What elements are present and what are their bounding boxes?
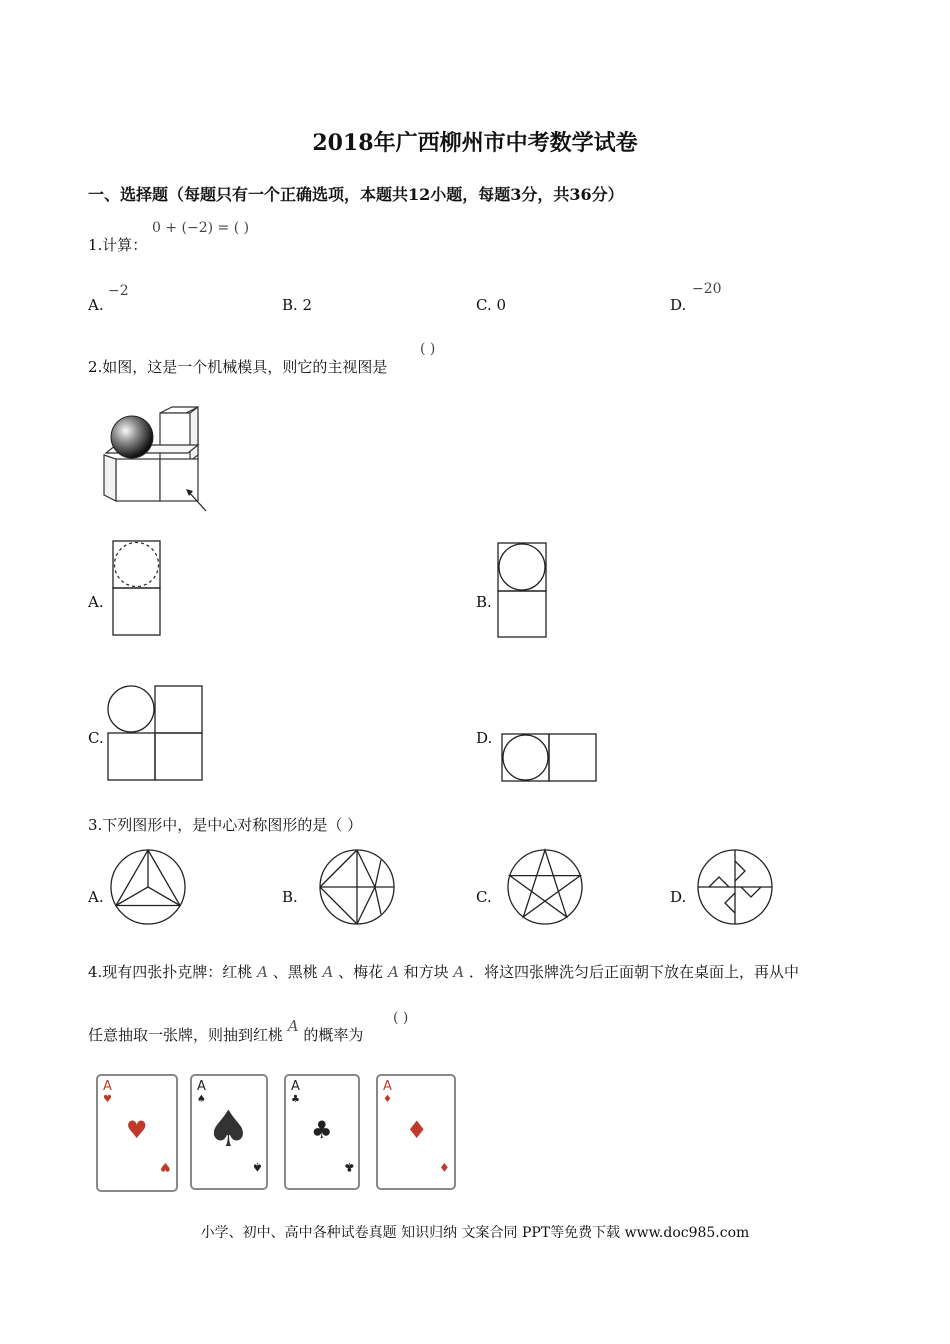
q2-option-c-label: C. <box>88 729 104 747</box>
q1-option-b: B. 2 <box>282 296 313 314</box>
q4-line1-d: 和方块 <box>403 963 449 981</box>
q2-option-b-figure <box>497 542 549 640</box>
diamond-small-icon: ♦ <box>383 1094 392 1105</box>
q3-option-c-figure <box>507 849 585 927</box>
spade-corner-icon: ♠ <box>252 1160 263 1174</box>
footer-text: 小学、初中、高中各种试卷真题 知识归纳 文案合同 PPT等免费下载 www.doc985.com <box>200 1225 750 1241</box>
spade-icon: ♠ <box>206 1100 251 1158</box>
q1-option-a-label: A. <box>88 296 104 314</box>
q2-option-a-figure <box>112 540 162 638</box>
q3-option-a-label: A. <box>88 888 104 906</box>
q3-option-c-label: C. <box>476 888 492 906</box>
q4-line1-e: ．将这四张牌洗匀后正面朝下放在桌面上，再从中 <box>469 963 800 981</box>
heart-icon: ♥ <box>126 1116 148 1144</box>
section-heading: 一、选择题（每题只有一个正确选项，本题共12小题，每题3分，共36分） <box>88 185 624 204</box>
q1-option-d-value: −20 <box>692 281 722 297</box>
q2-paren: ( ) <box>420 341 436 357</box>
q1-text: 1.计算： <box>88 236 148 254</box>
q4-line2-b: 的概率为 <box>303 1026 364 1044</box>
q2-option-d-label: D. <box>476 729 493 747</box>
q4-var-3: A <box>387 963 399 981</box>
card-heart-ace <box>96 1074 178 1192</box>
card-club-rank: A <box>291 1079 300 1094</box>
q4-line2-a: 任意抽取一张牌，则抽到红桃 <box>88 1026 284 1044</box>
q3-text: 3.下列图形中，是中心对称图形的是（ ） <box>88 816 363 834</box>
q3-option-b-label: B. <box>282 888 298 906</box>
card-diamond-ace <box>376 1074 456 1190</box>
q4-line1-b: 、黑桃 <box>272 963 318 981</box>
q1-option-a-value: −2 <box>108 283 129 299</box>
q2-option-b-label: B. <box>476 593 492 611</box>
q3-option-d-figure <box>697 849 775 927</box>
q4-var-5: A <box>287 1017 299 1035</box>
heart-small-icon: ♥ <box>103 1094 112 1105</box>
card-spade-rank: A <box>197 1079 206 1094</box>
heart-corner-icon: ♥ <box>160 1160 171 1174</box>
q4-line1-c: 、梅花 <box>338 963 384 981</box>
q4-line-2 <box>88 1017 364 1045</box>
q1-option-c: C. 0 <box>476 296 507 314</box>
card-spade-ace <box>190 1074 268 1190</box>
q2-option-c-figure <box>107 685 205 783</box>
q2-option-a-label: A. <box>88 593 104 611</box>
q1-formula: 0 + (−2) = ( ) <box>152 220 250 236</box>
card-heart-rank: A <box>103 1079 112 1094</box>
page-title: 2018年广西柳州市中考数学试卷 <box>312 130 638 156</box>
diamond-icon: ♦ <box>406 1116 428 1144</box>
q2-text: 2.如图，这是一个机械模具，则它的主视图是 <box>88 358 388 376</box>
q4-line-1 <box>88 961 799 982</box>
card-club-ace <box>284 1074 360 1190</box>
q4-var-2: A <box>322 963 334 981</box>
q4-paren: ( ) <box>393 1010 409 1026</box>
club-icon: ♣ <box>311 1116 333 1144</box>
card-diamond-rank: A <box>383 1079 392 1094</box>
q3-option-a-figure <box>110 849 188 927</box>
club-small-icon: ♣ <box>291 1094 300 1105</box>
spade-small-icon: ♠ <box>197 1094 206 1105</box>
club-corner-icon: ♣ <box>344 1160 355 1174</box>
q4-var-4: A <box>453 963 465 981</box>
q4-line1-a: 4.现有四张扑克牌：红桃 <box>88 963 253 981</box>
q2-option-d-figure <box>501 733 599 785</box>
q3-option-d-label: D. <box>670 888 687 906</box>
q1-option-d-label: D. <box>670 296 687 314</box>
q4-var-1: A <box>257 963 268 981</box>
q3-option-b-figure <box>319 849 397 927</box>
diamond-corner-icon: ♦ <box>439 1160 450 1174</box>
mold-figure <box>100 405 212 515</box>
